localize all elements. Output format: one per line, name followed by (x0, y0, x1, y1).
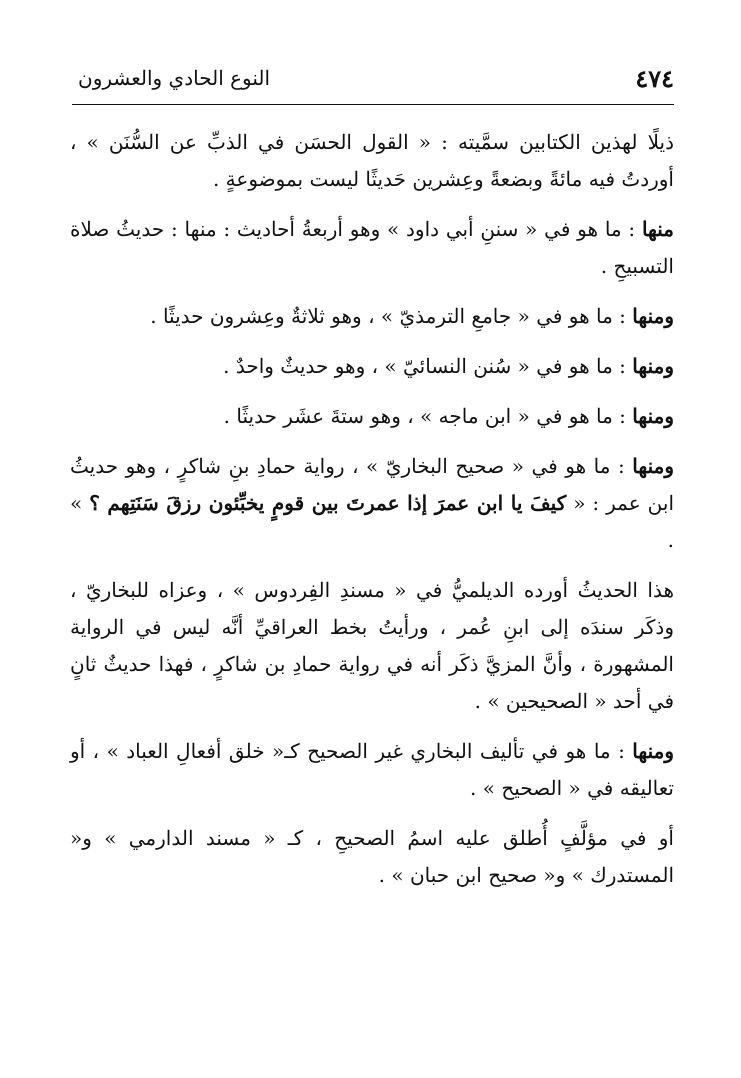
paragraph-text: : ما هو في « ابن ماجه » ، وهو ستةَ عشَر حديثًا . (223, 404, 633, 428)
paragraph-text: : ما هو في « صحيح البخاريّ » ، رواية حمادِ بنِ شاكرٍ ، وهو حديثُ ابن عمر : « (70, 454, 674, 515)
page-header (72, 60, 674, 100)
paragraph-text-end: » . (70, 491, 674, 552)
paragraph-lead: منها (641, 217, 674, 241)
paragraph-1: ذيلًا لهذين الكتابين سمَّيته : « القول الحسَن في الذبِّ عن السُّنَن » ، أوردتُ فيه مائةً وبضعةً وعِشرين حَديثًا ليست بموضوعةٍ . (70, 130, 674, 191)
paragraph-6 (70, 448, 674, 559)
page-number: ٤٧٤ (635, 64, 674, 93)
paragraph-lead: ومنها (632, 454, 674, 478)
paragraph-2 (70, 211, 674, 285)
paragraph-9: أو في مؤلَّفٍ أُطلق عليه اسمُ الصحيحِ ، كـ « مسند الدارمي » و« المستدرك » و« صحيح ابن حبان » . (70, 826, 674, 887)
paragraph-lead: ومنها (632, 404, 674, 428)
paragraph-text: : ما هو في « سُنن النسائيّ » ، وهو حديثٌ واحدٌ . (223, 354, 633, 378)
paragraph-text: : ما هو في تأليف البخاري غير الصحيح كـ« خلق أفعالِ العباد » ، أو تعاليقه في « الصحيح » . (70, 739, 674, 800)
paragraph-4 (70, 348, 674, 385)
header-rule (72, 104, 674, 105)
paragraph-3 (70, 298, 674, 335)
paragraph-8 (70, 733, 674, 807)
running-title: النوع الحادي والعشرون (78, 66, 271, 90)
paragraph-lead: ومنها (632, 739, 674, 763)
page-body (70, 124, 674, 894)
paragraph-5 (70, 398, 674, 435)
paragraph-text: : ما هو في « سننِ أبي داود » وهو أربعةُ أحاديث : منها : حديثُ صلاة التسبيحِ . (70, 217, 674, 278)
paragraph-lead: ومنها (632, 354, 674, 378)
hadith-quote: كيفَ يا ابن عمرَ إذا عمرتَ بين قومٍ يخبِّئون رزقَ سَنَتِهم ؟ (89, 491, 567, 515)
paragraph-lead: ومنها (632, 304, 674, 328)
paragraph-text: : ما هو في « جامعِ الترمذيّ » ، وهو ثلاثةٌ وعِشرون حديثًا . (150, 304, 633, 328)
paragraph-7: هذا الحديثُ أورده الديلميُّ في « مسندِ الفِردوس » ، وعزاه للبخاريّ ، وذكَر سندَه إلى ابنِ عُمر ، ورأيتُ بخط العراقيِّ أنَّه ليس في الرواية المشهورة ، وأنَّ المزيَّ ذكَر أنه في رواية حمادِ بن شاكرٍ ، فهذا حديثٌ ثانٍ في أحد « الصحيحين » . (70, 578, 674, 713)
